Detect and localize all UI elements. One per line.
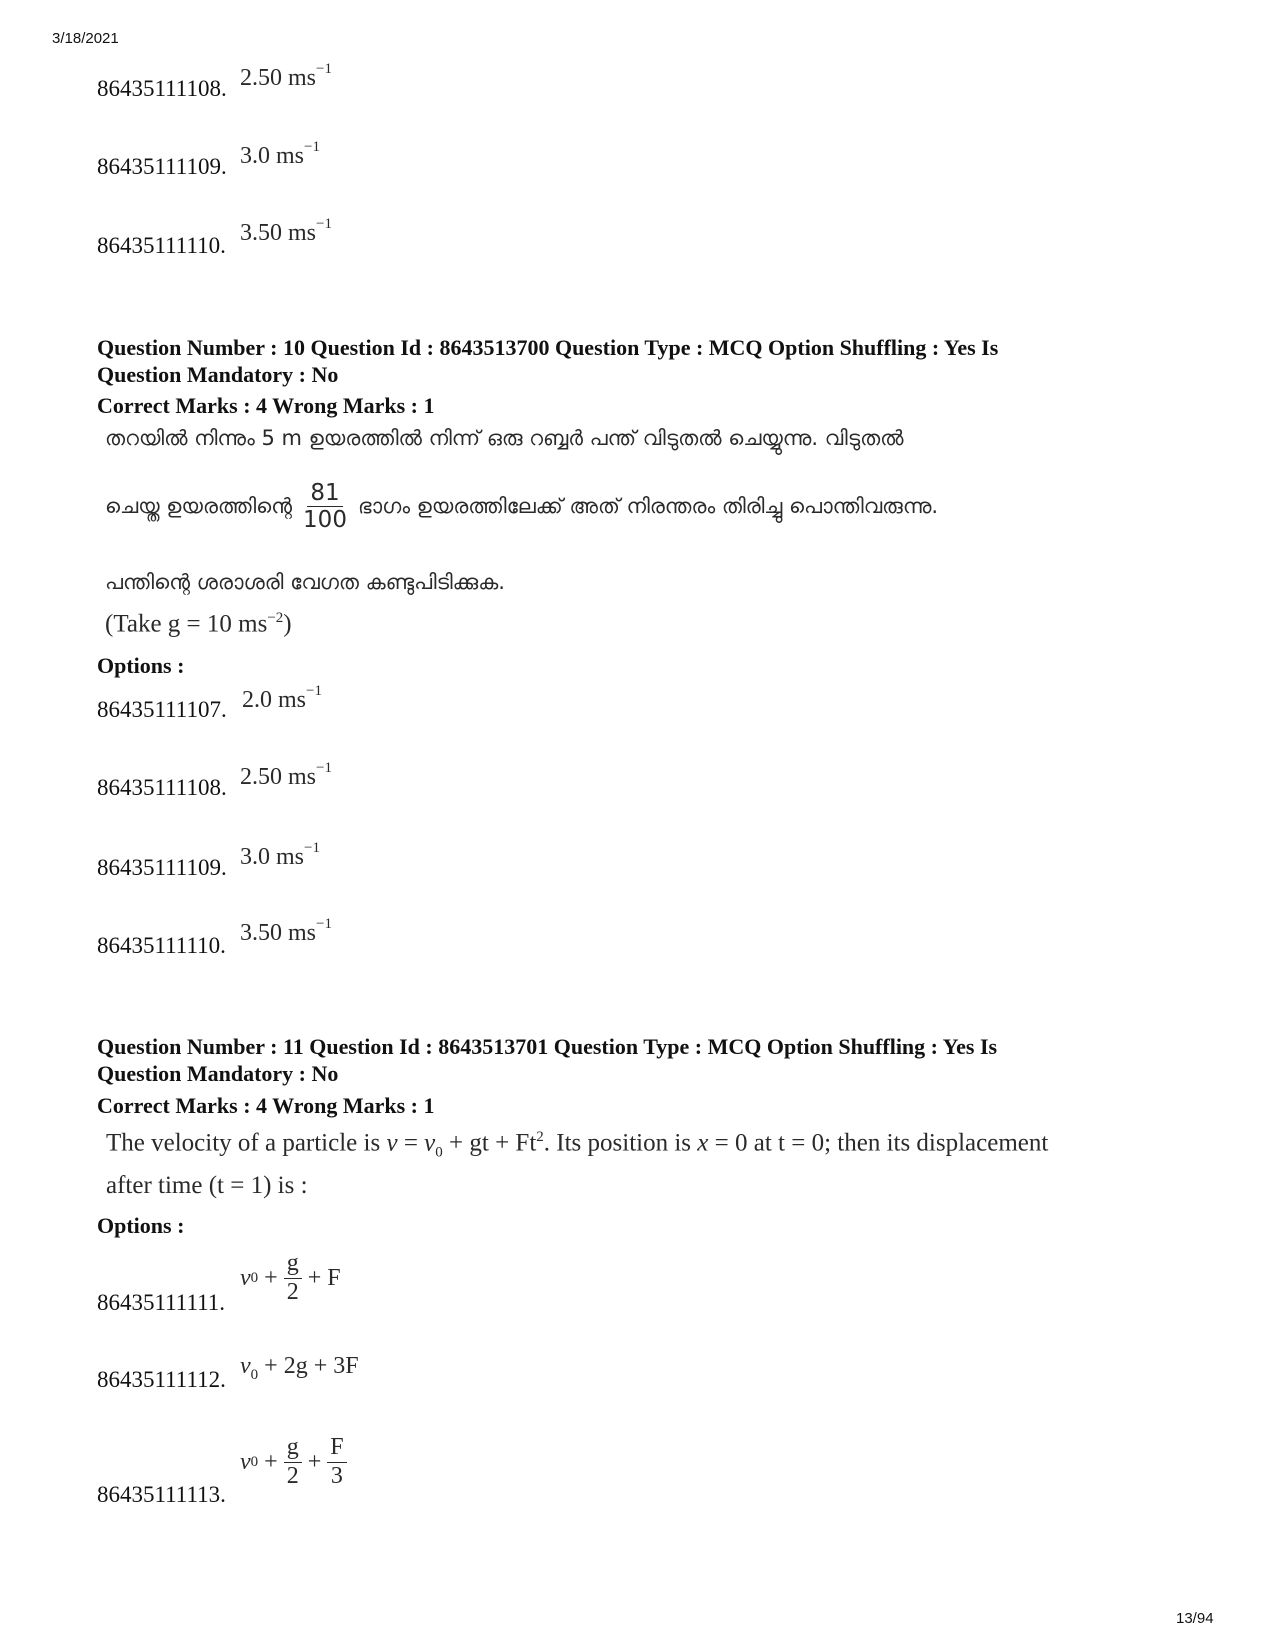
option-id: 86435111108.	[97, 76, 227, 101]
option-value: 2.0 $ms^{-1}$	[242, 683, 322, 713]
option-value: $v_0 + 2g + 3F$	[240, 1353, 359, 1383]
question-text-line: The velocity of a particle is $v = v_0$ + gt + $Ft^2$. Its position is x = 0 at t = 0; then its displacement	[106, 1129, 1049, 1161]
question-marks: Correct Marks : 4 Wrong Marks : 1	[97, 393, 435, 418]
option-value: 3.0 $ms^{-1}$	[240, 139, 320, 169]
fraction: $\frac{g}{2}$	[284, 1434, 302, 1490]
fraction: $\frac{81}{100}$	[303, 480, 347, 534]
option-id: 86435111110.	[97, 233, 226, 258]
option-id: 86435111112.	[97, 1367, 226, 1392]
option-value: 3.0 $ms^{-1}$	[240, 840, 320, 870]
page-number: 13/94	[1176, 1610, 1214, 1627]
option-id: 86435111113.	[97, 1482, 226, 1507]
question-meta: Question Number : 10 Question Id : 8643513700 Question Type : MCQ Option Shuffling : Yes Is Question Mandatory : No	[97, 335, 999, 387]
option-id: 86435111111.	[97, 1290, 225, 1315]
given-value: (Take g = 10 $ms^{-2}$)	[105, 610, 292, 638]
print-date: 3/18/2021	[52, 30, 119, 47]
question-marks: Correct Marks : 4 Wrong Marks : 1	[97, 1093, 435, 1118]
option-value: 2.50 $ms^{-1}$	[240, 760, 332, 790]
question-text-line: after time (t = 1) is :	[106, 1172, 308, 1199]
option-value: 2.50 $ms^{-1}$	[240, 61, 332, 91]
option-id: 86435111109.	[97, 154, 227, 179]
option-value: 3.50 $ms^{-1}$	[240, 916, 332, 946]
option-id: 86435111107.	[97, 697, 227, 722]
fraction: $\frac{F}{3}$	[327, 1434, 346, 1490]
option-value: 3.50 $ms^{-1}$	[240, 216, 332, 246]
option-id: 86435111110.	[97, 933, 226, 958]
question-text-line: പന്തിന്റെ ശരാശരി വേഗത കണ്ടുപിടിക്കുക.	[105, 570, 505, 594]
option-id: 86435111108.	[97, 775, 227, 800]
options-label: Options :	[97, 1213, 185, 1238]
option-id: 86435111109.	[97, 855, 227, 880]
fraction: $\frac{g}{2}$	[284, 1250, 302, 1306]
question-text-line: തറയിൽ നിന്നും 5 m ഉയരത്തിൽ നിന്ന് ഒരു റബ്ബർ പന്ത് വിടുതൽ ചെയ്യുന്നു. വിടുതൽ	[105, 426, 904, 450]
question-meta: Question Number : 11 Question Id : 8643513701 Question Type : MCQ Option Shuffling : Yes Is Question Mandatory : No	[97, 1034, 998, 1086]
option-value: v 0 + $\frac{g}{2}$ + $\frac{F}{3}$	[240, 1434, 347, 1490]
options-label: Options :	[97, 653, 185, 678]
question-text-line: ചെയ്ത ഉയരത്തിന്റെ $\frac{81}{100}$ ഭാഗം ഉയരത്തിലേക്ക് അത് നിരന്തരം തിരിച്ചു പൊന്തിവരുന്നു.	[105, 480, 939, 534]
option-value: v 0 + $\frac{g}{2}$ + F	[240, 1250, 341, 1305]
